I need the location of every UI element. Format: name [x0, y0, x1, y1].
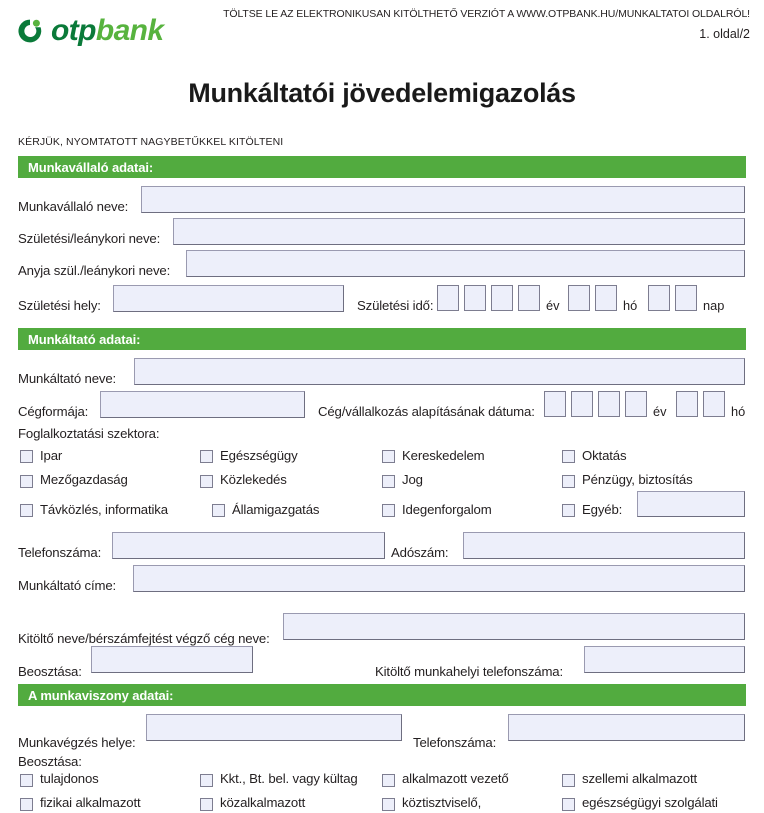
field-filler-name[interactable]	[283, 613, 745, 640]
checkbox-position-alkalmazott-vezeto[interactable]	[382, 774, 395, 787]
field-employee-name[interactable]	[141, 186, 745, 213]
label-sector-egeszsegugy: Egészségügy	[220, 448, 298, 463]
label-employment-sector: Foglalkoztatási szektora:	[18, 426, 160, 441]
label-tax-number: Adószám:	[391, 545, 449, 560]
checkbox-sector-jog[interactable]	[382, 475, 395, 488]
birth-date-month-box-2[interactable]	[595, 285, 617, 311]
label-sector-tavkozles: Távközlés, informatika	[40, 502, 168, 517]
founding-month-box-2[interactable]	[703, 391, 725, 417]
label-employee-birth-name: Születési/leánykori neve:	[18, 231, 161, 246]
unit-month-birth: hó	[623, 298, 638, 313]
logo-text-otp: otp	[51, 14, 96, 47]
label-position-tulajdonos: tulajdonos	[40, 771, 99, 786]
label-employer-phone: Telefonszáma:	[18, 545, 102, 560]
label-employee-mother-name: Anyja szül./leánykori neve:	[18, 263, 171, 278]
checkbox-sector-penzugy[interactable]	[562, 475, 575, 488]
page-header	[0, 0, 764, 70]
checkbox-position-egeszsegugyi-szolgalati[interactable]	[562, 798, 575, 811]
label-position-kozalkalmazott: közalkalmazott	[220, 795, 306, 810]
birth-date-year-box-2[interactable]	[464, 285, 486, 311]
page-title: Munkáltatói jövedelemigazolás	[188, 78, 576, 108]
otp-circle-mark-icon	[16, 17, 44, 45]
download-note: TÖLTSE LE AZ ELEKTRONIKUSAN KITÖLTHETŐ VERZIÓT A WWW.OTPBANK.HU/MUNKALTATOI OLDALRÓL!	[223, 8, 750, 20]
field-company-form[interactable]	[100, 391, 305, 418]
label-sector-oktatas: Oktatás	[582, 448, 627, 463]
field-employer-address[interactable]	[133, 565, 745, 592]
label-sector-ipar: Ipar	[40, 448, 63, 463]
section-header-employee: Munkavállaló adatai:	[18, 156, 746, 178]
field-employee-birth-name[interactable]	[173, 218, 745, 245]
logo-text-bank: bank	[95, 14, 164, 47]
label-position-koztisztviselo: köztisztviselő,	[402, 795, 482, 810]
label-sector-egyeb: Egyéb:	[582, 502, 623, 517]
field-employee-birth-place[interactable]	[113, 285, 344, 312]
checkbox-sector-egyeb[interactable]	[562, 504, 575, 517]
label-position-kkt-bt: Kkt., Bt. bel. vagy kültag	[220, 771, 358, 786]
field-workplace[interactable]	[146, 714, 402, 741]
checkbox-sector-tavkozles[interactable]	[20, 504, 33, 517]
otp-bank-logo	[16, 16, 163, 46]
checkbox-position-szellemi-alkalmazott[interactable]	[562, 774, 575, 787]
birth-date-year-box-1[interactable]	[437, 285, 459, 311]
label-filler-work-phone: Kitöltő munkahelyi telefonszáma:	[375, 664, 563, 679]
founding-month-box-1[interactable]	[676, 391, 698, 417]
founding-year-box-3[interactable]	[598, 391, 620, 417]
fill-instruction: KÉRJÜK, NYOMTATOTT NAGYBETŰKKEL KITÖLTENI	[18, 136, 284, 148]
label-sector-kozlekedes: Közlekedés	[220, 472, 287, 487]
field-employer-name[interactable]	[134, 358, 745, 385]
checkbox-sector-mezogazdasag[interactable]	[20, 475, 33, 488]
label-employer-address: Munkáltató címe:	[18, 578, 117, 593]
label-position-alkalmazott-vezeto: alkalmazott vezető	[402, 771, 509, 786]
field-employer-phone[interactable]	[112, 532, 385, 559]
checkbox-position-tulajdonos[interactable]	[20, 774, 33, 787]
label-filler-name: Kitöltő neve/bérszámfejtést végző cég neve:	[18, 631, 270, 646]
founding-year-box-2[interactable]	[571, 391, 593, 417]
unit-day-birth: nap	[703, 298, 725, 313]
birth-date-year-box-3[interactable]	[491, 285, 513, 311]
birth-date-year-box-4[interactable]	[518, 285, 540, 311]
unit-year-birth: év	[546, 298, 560, 313]
label-employer-name: Munkáltató neve:	[18, 371, 117, 386]
label-employee-name: Munkavállaló neve:	[18, 199, 129, 214]
label-position-szellemi-alkalmazott: szellemi alkalmazott	[582, 771, 697, 786]
section-header-employer: Munkáltató adatai:	[18, 328, 746, 350]
label-founding-date: Cég/vállalkozás alapításának dátuma:	[318, 404, 535, 419]
birth-date-month-box-1[interactable]	[568, 285, 590, 311]
label-sector-idegenforgalom: Idegenforgalom	[402, 502, 492, 517]
birth-date-day-box-2[interactable]	[675, 285, 697, 311]
label-sector-kereskedelem: Kereskedelem	[402, 448, 485, 463]
label-employee-birth-place: Születési hely:	[18, 298, 101, 313]
unit-year-founding: év	[653, 404, 667, 419]
field-tax-number[interactable]	[463, 532, 745, 559]
checkbox-position-kozalkalmazott[interactable]	[200, 798, 213, 811]
checkbox-sector-ipar[interactable]	[20, 450, 33, 463]
checkbox-sector-egeszsegugy[interactable]	[200, 450, 213, 463]
page-indicator: 1. oldal/2	[699, 27, 750, 41]
unit-month-founding: hó	[731, 404, 746, 419]
label-position-egeszsegugyi-szolgalati: egészségügyi szolgálati	[582, 795, 718, 810]
field-filler-work-phone[interactable]	[584, 646, 745, 673]
label-company-form: Cégformája:	[18, 404, 89, 419]
founding-year-box-4[interactable]	[625, 391, 647, 417]
checkbox-position-kkt-bt[interactable]	[200, 774, 213, 787]
checkbox-sector-kereskedelem[interactable]	[382, 450, 395, 463]
field-employee-mother-name[interactable]	[186, 250, 745, 277]
label-workplace: Munkavégzés helye:	[18, 735, 136, 750]
label-sector-jog: Jog	[402, 472, 423, 487]
checkbox-position-koztisztviselo[interactable]	[382, 798, 395, 811]
label-workplace-phone: Telefonszáma:	[413, 735, 497, 750]
label-sector-penzugy: Pénzügy, biztosítás	[582, 472, 693, 487]
logo-wordmark	[51, 16, 163, 46]
birth-date-day-box-1[interactable]	[648, 285, 670, 311]
checkbox-position-fizikai-alkalmazott[interactable]	[20, 798, 33, 811]
checkbox-sector-idegenforgalom[interactable]	[382, 504, 395, 517]
label-employee-birth-date: Születési idő:	[357, 298, 434, 313]
label-employment-position: Beosztása:	[18, 754, 82, 769]
label-sector-allamigazgatas: Államigazgatás	[232, 502, 320, 517]
checkbox-sector-kozlekedes[interactable]	[200, 475, 213, 488]
field-filler-position[interactable]	[91, 646, 253, 673]
section-header-employment: A munkaviszony adatai:	[18, 684, 746, 706]
field-sector-other[interactable]	[637, 491, 745, 517]
label-filler-position: Beosztása:	[18, 664, 82, 679]
founding-year-box-1[interactable]	[544, 391, 566, 417]
label-position-fizikai-alkalmazott: fizikai alkalmazott	[40, 795, 141, 810]
label-sector-mezogazdasag: Mezőgazdaság	[40, 472, 128, 487]
checkbox-sector-allamigazgatas[interactable]	[212, 504, 225, 517]
field-workplace-phone[interactable]	[508, 714, 745, 741]
checkbox-sector-oktatas[interactable]	[562, 450, 575, 463]
